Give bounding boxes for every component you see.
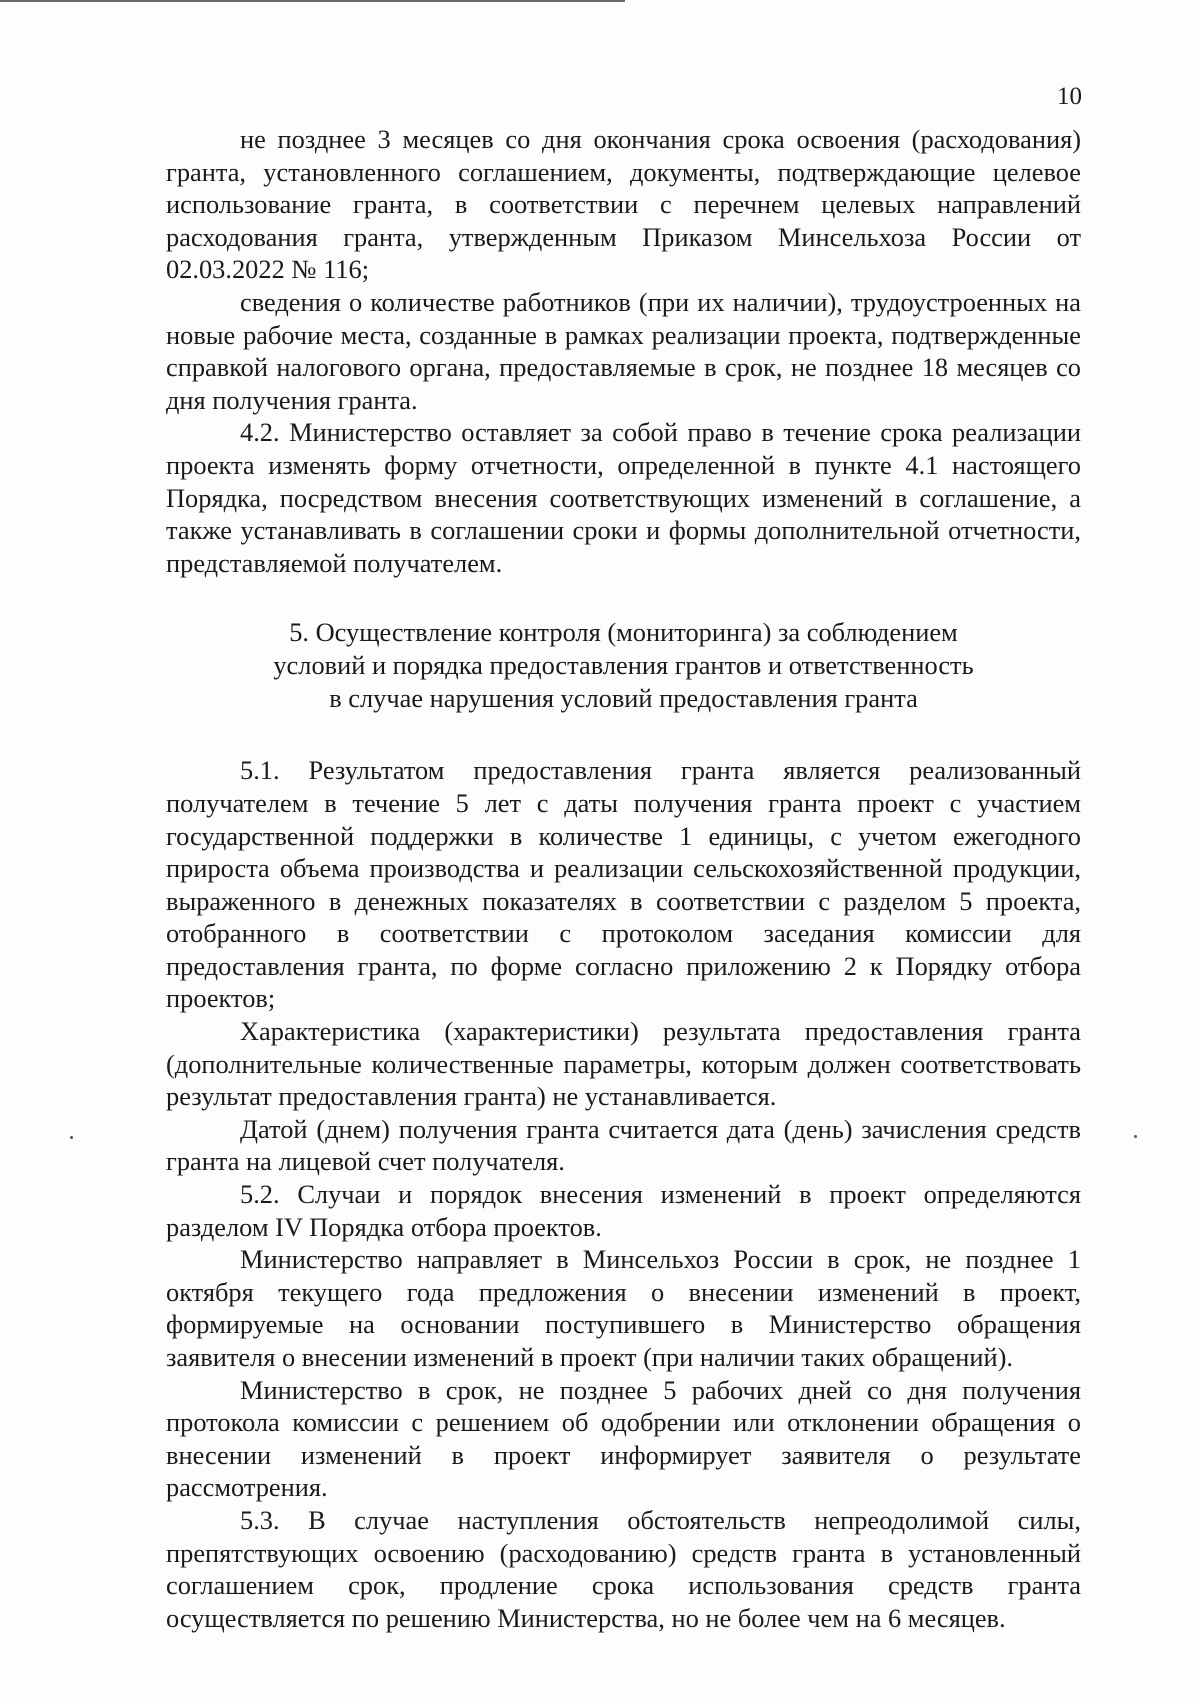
paragraph-result-characteristics: Характеристика (характеристики) результата предоставления гранта (дополнительные количественные параметры, которым должен соответствовать результат предоставления гранта) не устанавливается. xyxy=(166,1016,1081,1112)
scan-speck xyxy=(1134,1135,1137,1138)
paragraph-4-2: 4.2. Министерство оставляет за собой право в течение срока реализации проекта изменять форму отчетности, определенной в пункте 4.1 настоящего Порядка, посредством внесения соответствующих изменений в соглашение, а также устанавливать в соглашении сроки и формы дополнительной отчетности, представляемой получателем. xyxy=(166,417,1081,578)
paragraph-5-1: 5.1. Результатом предоставления гранта является реализованный получателем в течение 5 лет с даты получения гранта проект с участием государственной поддержки в количестве 1 единицы, с учетом ежегодного прироста объема производства и реализации сельскохозяйственной продукции, выраженного в денежных показателях в соответствии с разделом 5 проекта, отобранного в соответствии с протоколом заседания комиссии для предоставления гранта, по форме согласно приложению 2 к Порядку отбора проектов; xyxy=(166,755,1081,1014)
paragraph-ministry-informs: Министерство в срок, не позднее 5 рабочих дней со дня получения протокола комиссии с решением об одобрении или отклонении обращения о внесении изменений в проект информирует заявителя о результате рассмотрения. xyxy=(166,1374,1081,1503)
paragraph-grant-receipt-date: Датой (днем) получения гранта считается дата (день) зачисления средств гранта на лицевой счет получателя. xyxy=(166,1113,1081,1177)
section-heading-line: 5. Осуществление контроля (мониторинга) за соблюдением xyxy=(289,617,958,648)
section-heading-line: условий и порядка предоставления грантов и ответственность xyxy=(273,650,974,681)
section-heading-line: в случае нарушения условий предоставления гранта xyxy=(329,683,918,714)
paragraph-5-2: 5.2. Случаи и порядок внесения изменений в проект определяются разделом IV Порядка отбора проектов. xyxy=(166,1179,1081,1242)
section-5-heading xyxy=(166,616,1081,715)
scan-speck xyxy=(70,1136,73,1139)
top-border-line xyxy=(0,0,625,2)
paragraph-ministry-proposals: Министерство направляет в Минсельхоз России в срок, не позднее 1 октября текущего года предложения о внесении изменений в проект, формируемые на основании поступившего в Министерство обращения заявителя о внесении изменений в проект (при наличии таких обращений). xyxy=(166,1244,1081,1372)
document-body xyxy=(166,123,1081,1634)
paragraph-5-3: 5.3. В случае наступления обстоятельств непреодолимой силы, препятствующих освоению (расходованию) средств гранта в установленный соглашением срок, продление срока использования средств гранта осуществляется по решению Министерства, но не более чем на 6 месяцев. xyxy=(166,1504,1081,1633)
page-number: 10 xyxy=(1057,83,1082,110)
paragraph-report-documents: не позднее 3 месяцев со дня окончания срока освоения (расходования) гранта, установленного соглашением, документы, подтверждающие целевое использование гранта, в соответствии с перечнем целевых направлений расходования гранта, утвержденным Приказом Минсельхоза России от 02.03.2022 № 116; xyxy=(166,124,1081,285)
paragraph-employees-info: сведения о количестве работников (при их наличии), трудоустроенных на новые рабочие места, созданные в рамках реализации проекта, подтвержденные справкой налогового органа, предоставляемые в срок, не позднее 18 месяцев со дня получения гранта. xyxy=(166,286,1081,415)
